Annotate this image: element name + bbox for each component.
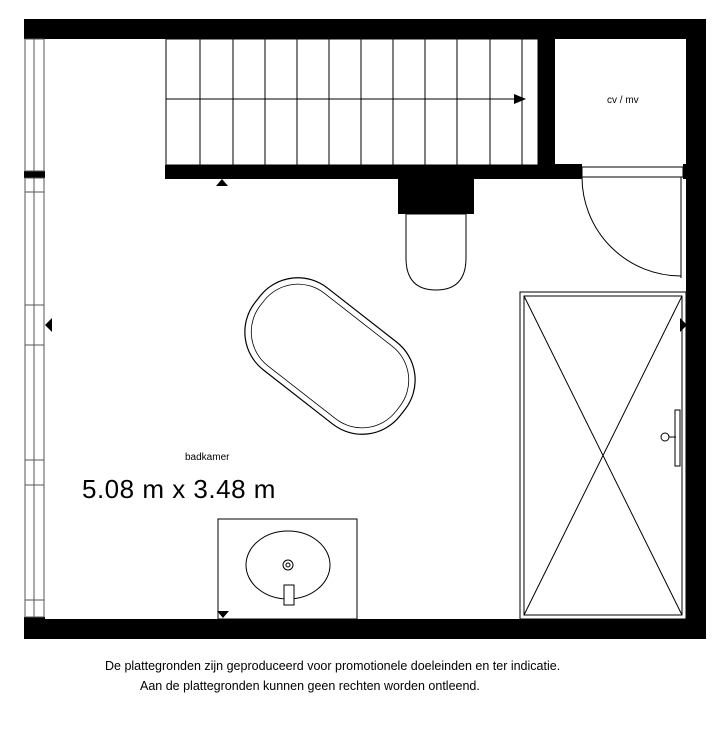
wall-stair-bottom bbox=[165, 165, 541, 179]
room-name: badkamer bbox=[185, 452, 230, 463]
wall-bottom bbox=[24, 619, 706, 639]
shower-tap-icon bbox=[661, 410, 680, 466]
toilet-bowl bbox=[406, 214, 466, 290]
wall-cv-bottom bbox=[538, 164, 582, 179]
door-swing-arc bbox=[582, 177, 681, 276]
disclaimer-line-2: Aan de plattegronden kunnen geen rechten worden ontleend. bbox=[140, 679, 480, 693]
wall-left-mid bbox=[24, 171, 45, 178]
disclaimer-line-1: De plattegronden zijn geproduceerd voor promotionele doeleinden en ter indicatie. bbox=[105, 659, 561, 673]
wall-right bbox=[686, 19, 706, 639]
shower bbox=[520, 292, 686, 619]
marker-stair bbox=[216, 179, 228, 186]
toilet-cistern bbox=[398, 179, 474, 214]
utility-room-label: cv / mv bbox=[607, 95, 639, 106]
sink bbox=[218, 519, 357, 619]
staircase bbox=[166, 39, 538, 165]
cv-door bbox=[582, 167, 683, 278]
wall-top bbox=[24, 19, 706, 39]
marker-left bbox=[45, 318, 52, 332]
marker-bottom bbox=[217, 611, 229, 618]
wall-left-top bbox=[24, 19, 45, 39]
sink-tap bbox=[284, 585, 294, 605]
bathtub bbox=[225, 258, 434, 453]
room-dimensions: 5.08 m x 3.48 m bbox=[82, 474, 276, 504]
wall-cv-left bbox=[538, 39, 555, 179]
wall-left-bottom bbox=[24, 617, 45, 639]
left-windows bbox=[25, 39, 44, 617]
